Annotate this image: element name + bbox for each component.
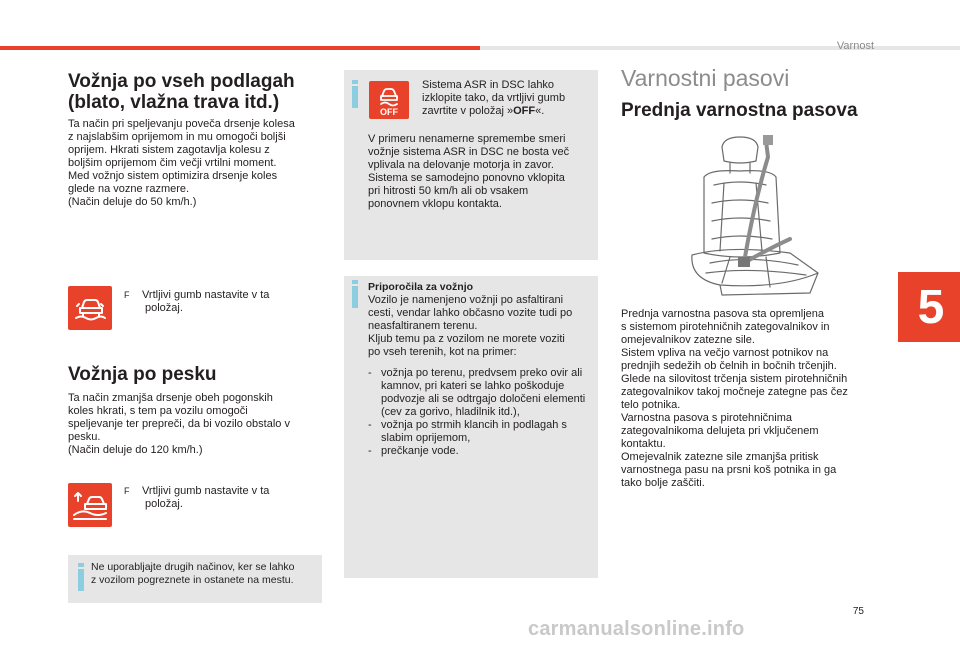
list-item: - vožnja po strmih klancih in podlagah s slabim oprijemom, — [368, 419, 567, 444]
bullet-arrow-icon: F — [124, 290, 130, 300]
recommendations-title: Priporočila za vožnjo — [368, 281, 474, 293]
all-terrain-text: Ta način pri speljevanju poveča drsenje kolesa z najslabšim oprijemom in mu omogoči boljši oprijem. Hkrati sistem zagotavlja kolesu z boljšim oprijemom čim večji vrtilni moment. Med vožnjo sistem optimizira drsenje koles glede na vozne razmere. (Način deluje do 50 km/h.) — [68, 118, 295, 208]
mud-mode-instruction: F Vrtljivi gumb nastavite v ta položaj. — [124, 289, 270, 314]
asr-off-icon — [369, 81, 409, 119]
asr-off-label: OFF — [380, 107, 398, 117]
list-item: - prečkanje vode. — [368, 445, 459, 457]
warning-note-text: Ne uporabljajte drugih načinov, ker se lahko z vozilom pogreznete in ostanete na mestu. — [91, 561, 295, 586]
info-icon — [352, 86, 358, 108]
info-icon — [352, 286, 358, 308]
bullet-arrow-icon: F — [124, 486, 130, 496]
asr-dsc-text: V primeru nenamerne spremembe smeri vožnje sistema ASR in DSC ne bosta več vplivala na delovanje motorja in zavor. Sistema se samodejno ponovno vklopita pri hitrosti 50 km/h ali ob vsakem ponovnem vklopu kontakta. — [368, 133, 570, 210]
sand-mode-instruction: F Vrtljivi gumb nastavite v ta položaj. — [124, 485, 270, 510]
recommendations-list — [368, 367, 594, 458]
seatbelts-section-title: Varnostni pasovi — [621, 65, 790, 91]
recommendations-text: Vozilo je namenjeno vožnji po asfaltirani cesti, vendar lahko občasno vozite tudi po neasfaltiranem terenu. Kljub temu pa z vozilom ne morete voziti po vseh terenih, kot na primer: — [368, 294, 573, 358]
seat-illustration — [670, 133, 850, 305]
watermark: carmanualsonline.info — [528, 618, 745, 640]
header-accent-bar — [0, 46, 480, 50]
mud-mode-icon — [68, 286, 112, 330]
asr-off-text: Sistema ASR in DSC lahko izklopite tako, da vrtljivi gumb zavrtite v položaj »OFF«. — [422, 79, 566, 117]
chapter-tab: 5 — [898, 272, 960, 342]
page-number: 75 — [852, 606, 864, 617]
sand-heading: Vožnja po pesku — [68, 364, 217, 385]
info-icon — [78, 569, 84, 591]
sand-mode-icon — [68, 483, 112, 527]
section-header-title: Varnost — [836, 40, 874, 52]
all-terrain-heading: Vožnja po vseh podlagah (blato, vlažna trava itd.) — [68, 71, 295, 113]
sand-text: Ta način zmanjša drsenje obeh pogonskih koles hkrati, s tem pa vozilu omogoči speljevanje ter prepreči, da bi vozilo obstalo v pesku. (Način deluje do 120 km/h.) — [68, 392, 290, 456]
header-grey-bar — [480, 46, 960, 50]
front-seatbelts-text: Prednja varnostna pasova sta opremljena s sistemom pirotehničnih zategovalnikov in omejevalnikov zatezne sile. Sistem vpliva na večjo varnost potnikov na prednjih sedežih ob čelnih in bočnih trčenjih. Glede na silovitost trčenja sistem pirotehničnih zategovalnikov takoj močneje zategne pas čez telo potnika. Varnostna pasova s pirotehničnima zategovalnikoma delujeta pri vključenem kontaktu. Omejevalnik zatezne sile zmanjša pritisk varnostnega pasu na prsni koš potnika in ga tako bolje zaščiti. — [621, 308, 848, 489]
list-item: - vožnja po terenu, predvsem preko ovir ali kamnov, pri kateri se lahko poškoduje podvozje ali se odtrgajo določeni elementi (cev za gorivo, hladilnik itd.), — [368, 367, 586, 418]
front-seatbelts-heading: Prednja varnostna pasova — [621, 100, 858, 121]
